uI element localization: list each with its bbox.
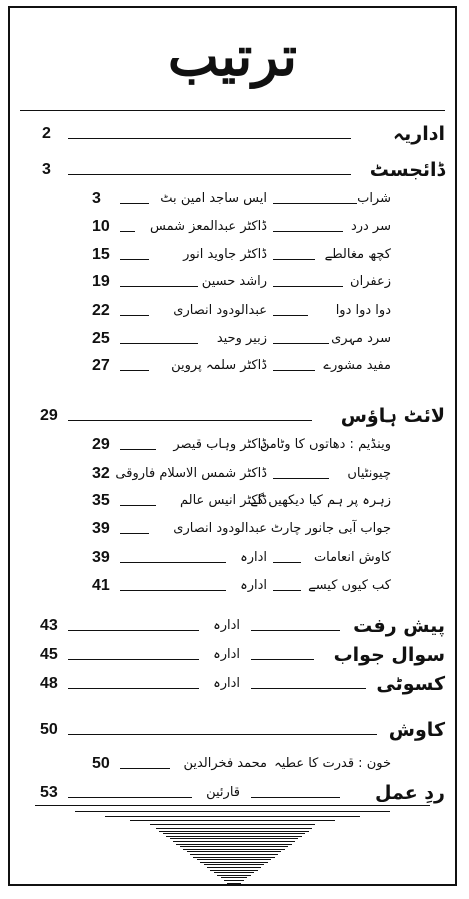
leader-line	[68, 138, 351, 139]
page-number: 10	[92, 218, 110, 235]
contents-entry[interactable]	[20, 432, 445, 458]
ornament-line	[221, 877, 248, 878]
contents-entry[interactable]	[20, 186, 445, 212]
article-title: کب کیوں کیسے	[308, 578, 391, 593]
leader-line	[68, 797, 192, 798]
leader-line	[251, 797, 340, 798]
article-author: عبدالودود انصاری	[173, 303, 267, 318]
ornament-line	[190, 854, 278, 855]
contents-entry[interactable]	[20, 780, 445, 806]
page-title: ترتیب	[167, 24, 298, 88]
leader-line	[120, 315, 149, 316]
leader-line	[120, 449, 156, 450]
section-title: پیش رفت	[353, 615, 445, 637]
contents-entry[interactable]	[20, 573, 445, 599]
page-number: 3	[42, 161, 51, 178]
contents-entry[interactable]	[20, 717, 445, 743]
page-number: 32	[92, 465, 110, 482]
article-author: ادارہ	[240, 550, 267, 565]
leader-line	[120, 203, 149, 204]
article-author: محمد فخرالدین	[183, 756, 267, 771]
article-title: سر درد	[350, 219, 391, 234]
leader-line	[120, 505, 156, 506]
ornament-line	[173, 841, 295, 842]
article-title: دوا دوا دوا	[335, 303, 391, 318]
contents-entry[interactable]	[20, 516, 445, 542]
article-title: سرد مہری	[331, 331, 391, 346]
contents-entry[interactable]	[20, 326, 445, 352]
article-title: جواب آبی جانور چارٹ	[270, 521, 391, 536]
leader-line	[251, 630, 340, 631]
article-author: ڈاکٹر انیس عالم	[179, 493, 267, 508]
contents-entry[interactable]	[20, 242, 445, 268]
page-number: 25	[92, 330, 110, 347]
contents-entry[interactable]	[20, 671, 445, 697]
leader-line	[273, 478, 329, 479]
article-title: مفید مشورے	[323, 358, 391, 373]
section-title: ردِ عمل	[375, 782, 445, 804]
page-number: 45	[40, 646, 58, 663]
leader-line	[273, 562, 301, 563]
page-number: 15	[92, 246, 110, 263]
ornament-line	[163, 833, 305, 834]
section-author: ادارہ	[213, 676, 240, 691]
page-number: 48	[40, 675, 58, 692]
ornament-line	[180, 846, 288, 847]
ornament-line	[217, 875, 251, 876]
ornament-line	[166, 836, 302, 837]
leader-line	[120, 768, 170, 769]
contents-entry[interactable]	[20, 461, 445, 487]
title-divider	[20, 110, 445, 111]
article-author: زبیر وحید	[216, 331, 267, 346]
leader-line	[68, 174, 351, 175]
leader-line	[120, 590, 226, 591]
page-number: 29	[40, 407, 58, 424]
article-author: ڈاکٹر جاوید انور	[183, 247, 267, 262]
page-number: 19	[92, 273, 110, 290]
page-number: 41	[92, 577, 110, 594]
contents-entry[interactable]	[20, 613, 445, 639]
leader-line	[251, 688, 366, 689]
ornament-line	[150, 824, 315, 825]
leader-line	[120, 370, 149, 371]
page-number: 2	[42, 125, 51, 142]
page-number: 53	[40, 784, 58, 801]
ornament-line	[176, 844, 291, 845]
section-title: کسوٹی	[376, 673, 445, 695]
leader-line	[273, 315, 308, 316]
contents-entry[interactable]	[20, 545, 445, 571]
leader-line	[251, 659, 314, 660]
article-title: وینڈیم : دھاتوں کا وٹامن	[259, 437, 391, 452]
leader-line	[120, 259, 149, 260]
article-title: زہرہ پر ہم کیا دیکھیں گے	[250, 493, 391, 508]
article-author: ادارہ	[240, 578, 267, 593]
article-title: شراب	[357, 191, 391, 206]
contents-entry[interactable]	[20, 751, 445, 777]
contents-entry[interactable]	[20, 403, 445, 429]
section-author: ادارہ	[213, 618, 240, 633]
leader-line	[273, 590, 301, 591]
section-title: ڈائجسٹ	[369, 159, 445, 181]
contents-entry[interactable]	[20, 121, 445, 147]
leader-line	[68, 420, 312, 421]
leader-line	[273, 343, 329, 344]
article-author: ڈاکٹر وہاب قیصر	[173, 437, 267, 452]
ornament-line	[200, 862, 268, 863]
article-author: عبدالودود انصاری	[173, 521, 267, 536]
ornament-line	[204, 864, 265, 865]
article-title: زعفران	[350, 274, 391, 289]
ornament-line	[130, 820, 335, 821]
article-author: ڈاکٹر سلمہ پروین	[171, 358, 267, 373]
leader-line	[120, 533, 149, 534]
ornament-line	[224, 880, 244, 881]
ornament-line	[159, 831, 308, 832]
article-author: راشد حسین	[201, 274, 267, 289]
section-author: قارئین	[206, 785, 240, 800]
ornament-line	[227, 883, 240, 884]
article-title: کاوش انعامات	[313, 550, 391, 565]
leader-line	[120, 343, 198, 344]
ornament-line	[170, 838, 299, 839]
section-title: لائٹ ہاؤس	[340, 405, 445, 427]
ornament-line	[193, 857, 274, 858]
ornament-line	[183, 849, 285, 850]
page-number: 3	[92, 190, 101, 207]
leader-line	[68, 630, 199, 631]
section-author: ادارہ	[213, 647, 240, 662]
contents-entry[interactable]	[20, 214, 445, 240]
leader-line	[273, 286, 343, 287]
page-number: 35	[92, 492, 110, 509]
article-title: خون : قدرت کا عطیہ	[274, 756, 391, 771]
ornament-line	[105, 816, 360, 817]
page-number: 29	[92, 436, 110, 453]
page-number: 50	[40, 721, 58, 738]
ornament-line	[214, 872, 254, 873]
page-number: 50	[92, 755, 110, 772]
ornament-line	[197, 859, 271, 860]
page-number: 39	[92, 520, 110, 537]
leader-line	[68, 688, 199, 689]
ornament-line	[75, 811, 390, 812]
contents-entry[interactable]	[20, 269, 445, 295]
article-title: کچھ مغالطے	[324, 247, 391, 262]
leader-line	[273, 370, 315, 371]
contents-entry[interactable]	[20, 298, 445, 324]
contents-entry[interactable]	[20, 157, 445, 183]
article-author: ڈاکٹر شمس الاسلام فاروقی	[115, 466, 267, 481]
contents-entry[interactable]	[20, 642, 445, 668]
leader-line	[273, 203, 357, 204]
section-title: اداریہ	[393, 123, 445, 145]
leader-line	[120, 231, 135, 232]
page-number: 43	[40, 617, 58, 634]
ornament-line	[156, 828, 312, 829]
ornament-line	[35, 805, 430, 806]
page-number: 27	[92, 357, 110, 374]
leader-line	[120, 562, 226, 563]
article-title: چیونٹیاں	[347, 466, 391, 481]
ornament-line	[187, 851, 282, 852]
ornament-line	[210, 870, 257, 871]
contents-entry[interactable]	[20, 353, 445, 379]
article-author: ایس ساجد امین بٹ	[160, 191, 267, 206]
ornament-line	[207, 867, 261, 868]
contents-frame	[8, 6, 457, 886]
contents-entry[interactable]	[20, 488, 445, 514]
leader-line	[120, 286, 198, 287]
leader-line	[68, 659, 199, 660]
leader-line	[273, 231, 343, 232]
article-author: ڈاکٹر عبدالمعز شمس	[150, 219, 267, 234]
section-title: کاوش	[388, 719, 445, 741]
section-title: سوال جواب	[333, 644, 445, 666]
leader-line	[68, 734, 377, 735]
page-number: 22	[92, 302, 110, 319]
page-number: 39	[92, 549, 110, 566]
leader-line	[273, 259, 315, 260]
